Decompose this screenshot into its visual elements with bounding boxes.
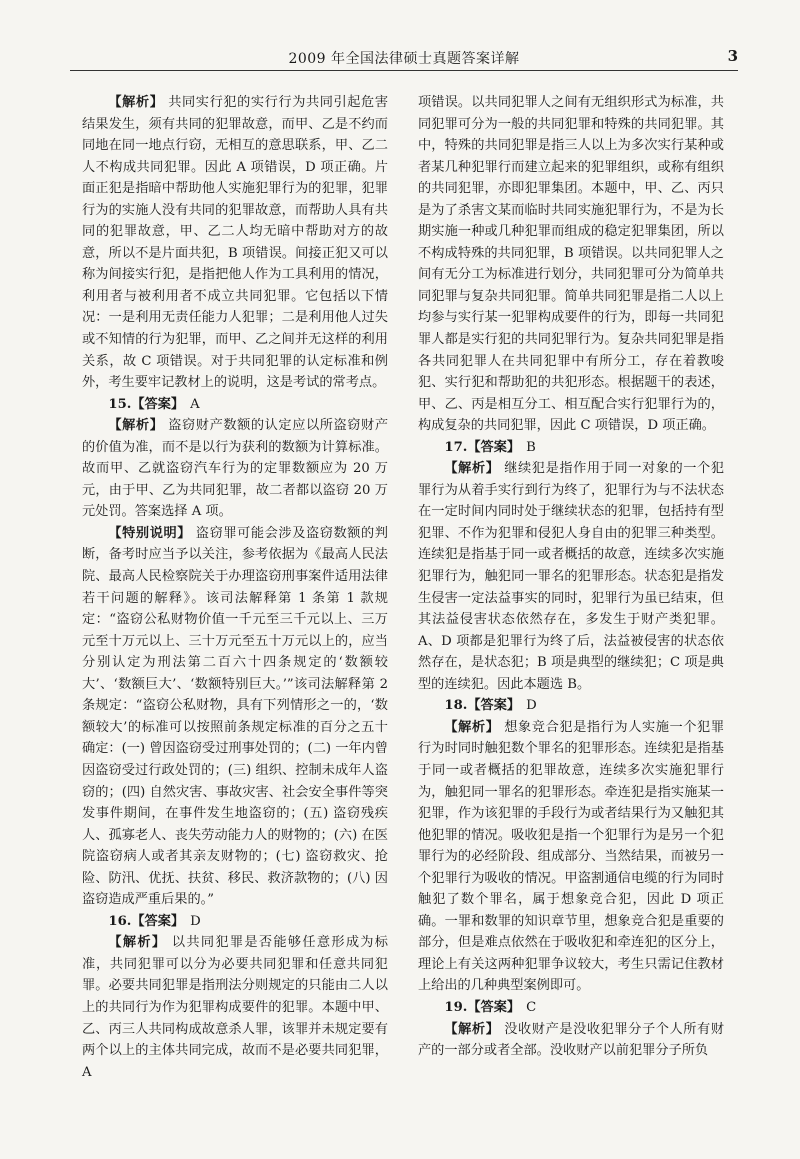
- analysis-text: 继续犯是指作用于同一对象的一个犯罪行为从着手实行到行为终了，犯罪行为与不法状态在一定时间内同时处于继续状态的犯罪，包括持有型犯罪、不作为犯罪和侵犯人身自由的犯罪三种类型。连续犯是指基于同一或者概括的故意，连续多次实施犯罪行为，触犯同一罪名的犯罪形态。状态犯是指发生侵害一定法益事实的同时，犯罪行为虽已结束，但其法益侵害状态依然存在，多发生于财产类犯罪。A、D 项都是犯罪行为终了后，法益被侵害的状态依然存在，是状态犯；B 项是典型的继续犯；C 项是典型的连续犯。因此本题选 B。: [418, 461, 725, 692]
- answer-line-17: [418, 437, 724, 459]
- paragraph: [418, 458, 724, 695]
- left-column: [82, 92, 388, 1083]
- answer-letter: A: [190, 396, 200, 412]
- answer-line-18: [418, 695, 724, 717]
- analysis-label: 【解析】: [108, 935, 167, 951]
- analysis-text: 以共同犯罪是否能够任意形成为标准，共同犯罪可以分为必要共同犯罪和任意共同犯罪。必要共同犯罪是指刑法分则规定的只能由二人以上的共同行为作为犯罪构成要件的犯罪。本题中甲、乙、丙三人共同构成故意杀人罪，该罪并未规定要有两个以上的主体共同完成，故而不是必要共同犯罪，A: [82, 935, 388, 1080]
- answer-label: 【答案】: [131, 913, 185, 929]
- answer-label: 【答案】: [467, 698, 521, 714]
- answer-label: 【答案】: [131, 396, 185, 412]
- analysis-text: 没收财产是没收犯罪分子个人所有财产的一部分或者全部。没收财产以前犯罪分子所负: [418, 1021, 725, 1059]
- analysis-text: 盗窃财产数额的认定应以所盗窃财产的价值为准，而不是以行为获利的数额为计算标准。故而甲、乙就盗窃汽车行为的定罪数额应为 20 万元，由于甲、乙为共同犯罪，故二者都以盗窃 20 万元处罚。答案选择 A 项。: [82, 418, 389, 520]
- paragraph: [82, 92, 388, 394]
- answer-line-16: [82, 911, 388, 933]
- paragraph: [418, 1019, 724, 1062]
- analysis-label: 【解析】: [444, 461, 500, 477]
- analysis-label: 【解析】: [108, 95, 164, 110]
- answer-label: 【答案】: [467, 999, 521, 1015]
- paragraph: [82, 415, 388, 523]
- answer-line-19: [418, 997, 724, 1019]
- analysis-text: 项错误。以共同犯罪人之间有无组织形式为标准，共同犯罪可分为一般的共同犯罪和特殊的共同犯罪。其中，特殊的共同犯罪是指三人以上为多次实行某种或者某几种犯罪行而建立起来的犯罪组织，或称有组织的共同犯罪，亦即犯罪集团。本题中，甲、乙、丙只是为了杀害文某而临时共同实施犯罪行为，不是为长期实施一种或几种犯罪而组成的稳定犯罪集团，所以不构成特殊的共同犯罪，B 项错误。以共同犯罪人之间有无分工为标准进行划分，共同犯罪可分为简单共同犯罪与复杂共同犯罪。简单共同犯罪是指二人以上均参与实行某一犯罪构成要件的行为，即每一共同犯罪人都是实行犯的共同犯罪行为。复杂共同犯罪是指各共同犯罪人在共同犯罪中有所分工，存在着教唆犯、实行犯和帮助犯的共犯形态。根据题干的表述，甲、乙、丙是相互分工、相互配合实行犯罪行为的，构成复杂的共同犯罪，因此 C 项错误，D 项正确。: [418, 95, 724, 434]
- answer-line-15: [82, 394, 388, 416]
- page-header-title: 2009 年全国法律硕士真题答案详解: [288, 51, 520, 67]
- question-number: 16.: [108, 913, 132, 929]
- page-header: [70, 48, 738, 71]
- question-number: 19.: [444, 999, 468, 1015]
- paragraph: [82, 523, 388, 911]
- analysis-label: 【解析】: [108, 418, 164, 434]
- page-number: 3: [727, 47, 738, 65]
- special-note-label: 【特别说明】: [108, 525, 192, 541]
- analysis-label: 【解析】: [444, 1021, 500, 1037]
- analysis-text: 想象竞合犯是指行为人实施一个犯罪行为时同时触犯数个罪名的犯罪形态。连续犯是指基于同一或者概括的犯罪故意，连续多次实施犯罪行为，触犯同一罪名的犯罪形态。牵连犯是指实施某一犯罪，作为该犯罪的手段行为或者结果行为又触犯其他犯罪的情况。吸收犯是指一个犯罪行为是另一个犯罪行为的必经阶段、组成部分、当然结果，而被另一个犯罪行为吸收的情况。甲盗割通信电缆的行为同时触犯了数个罪名，属于想象竞合犯，因此 D 项正确。一罪和数罪的知识章节里，想象竞合犯是重要的部分，但是难点依然在于吸收犯和牵连犯的区分上，理论上有关这两种犯罪争议较大，考生只需记住教材上给出的几种典型案例即可。: [418, 719, 725, 994]
- question-number: 18.: [444, 698, 468, 714]
- right-column: [418, 92, 724, 1062]
- analysis-text: 共同实行犯的实行行为共同引起危害结果发生，须有共同的犯罪故意，而甲、乙是不约而同地在同一地点行窃，无相互的意思联系，甲、乙二人不构成共同犯罪。因此 A 项错误，D 项正确。片面正犯是指暗中帮助他人实施犯罪行为的犯罪，犯罪行为的实施人没有共同的犯罪故意，而帮助人具有共同的犯罪故意，甲、乙二人均无暗中帮助对方的故意，所以不是片面共犯，B 项错误。间接正犯又可以称为间接实行犯，是指把他人作为工具利用的情况，利用者与被利用者不成立共同犯罪。它包括以下情况：一是利用无责任能力人犯罪；二是利用他人过失或不知情的行为犯罪，而甲、乙之间并无这样的利用关系，故 C 项错误。对于共同犯罪的认定标准和例外，考生要牢记教材上的说明，这是考试的常考点。: [82, 95, 389, 391]
- paragraph: [418, 717, 724, 997]
- paragraph: [82, 932, 388, 1083]
- answer-letter: C: [526, 999, 537, 1015]
- answer-letter: D: [526, 698, 537, 714]
- paragraph: [418, 92, 724, 437]
- answer-letter: D: [190, 913, 201, 929]
- special-note-text: 盗窃罪可能会涉及盗窃数额的判断，备考时应当予以关注，参考依据为《最高人民法院、最高人民检察院关于办理盗窃刑事案件适用法律若干问题的解释》。该司法解释第 1 条第 1 款规定：“盗窃公私财物价值一千元至三千元以上、三万元至十万元以上、三十万元至五十万元以上的，应当分别认定为刑法第二百六十四条规定的‘数额较大’、‘数额巨大’、‘数额特别巨大。’”该司法解释第 2 条规定：“盗窃公私财物，具有下列情形之一的，‘数额较大’的标准可以按照前条规定标准的百分之五十确定：(一) 曾因盗窃受过刑事处罚的；(二) 一年内曾因盗窃受过行政处罚的；(三) 组织、控制未成年人盗窃的；(四) 自然灾害、事故灾害、社会安全事件等突发事件期间，在事件发生地盗窃的；(五) 盗窃残疾人、孤寡老人、丧失劳动能力人的财物的；(六) 在医院盗窃病人或者其亲友财物的；(七) 盗窃救灾、抢险、防汛、优抚、扶贫、移民、救济款物的；(八) 因盗窃造成严重后果的。”: [82, 525, 388, 908]
- question-number: 15.: [108, 396, 132, 412]
- question-number: 17.: [444, 439, 468, 455]
- answer-label: 【答案】: [467, 439, 521, 455]
- analysis-label: 【解析】: [444, 719, 500, 735]
- answer-letter: B: [526, 439, 536, 455]
